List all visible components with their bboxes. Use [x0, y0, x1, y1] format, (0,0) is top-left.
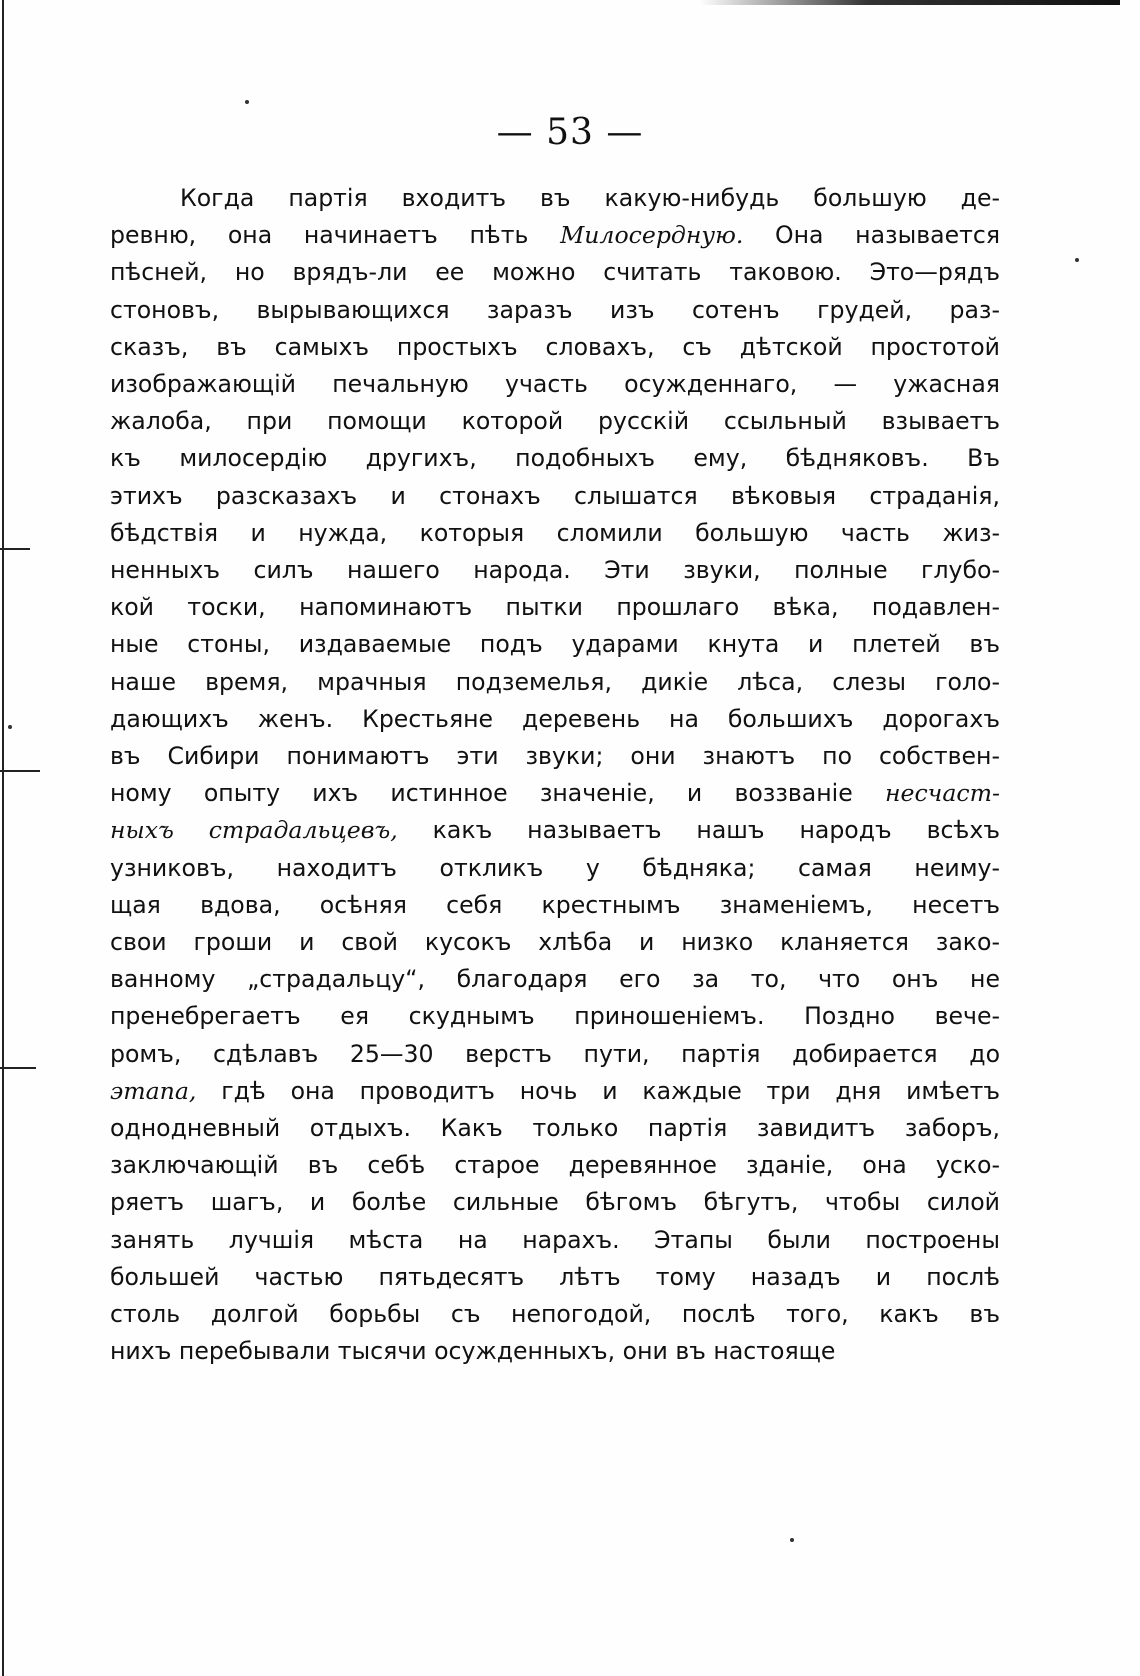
text-segment: ные стоны, издаваемые подъ ударами кнута и плетей въ: [110, 630, 1000, 659]
text-line: [110, 478, 1000, 515]
text-line: [110, 589, 1000, 626]
margin-tick-mark: [0, 770, 40, 772]
italic-segment: этапа,: [110, 1076, 197, 1105]
text-segment: нихъ перебывали тысячи осужденныхъ, они въ настояще: [110, 1337, 836, 1366]
text-segment: столь долгой борьбы съ непогодой, послѣ того, какъ въ: [110, 1300, 1000, 1329]
text-segment: пренебрегаетъ ея скуднымъ приношеніемъ. Поздно вече-: [110, 1002, 1000, 1031]
text-line: [110, 626, 1000, 663]
text-segment: ревню, она начинаетъ пѣть: [110, 221, 529, 250]
speck-mark: [1075, 258, 1079, 262]
text-segment: изображающій печальную участь осужденнаго, — ужасная: [110, 370, 1000, 399]
margin-tick-mark: [0, 1067, 36, 1069]
text-line: [110, 1184, 1000, 1221]
text-segment: наше время, мрачныя подземелья, дикіе лѣса, слезы голо-: [110, 667, 1000, 696]
text-line: [110, 664, 1000, 701]
text-line: [110, 1036, 1000, 1073]
text-line: [110, 1222, 1000, 1259]
text-segment: ванному „страдальцу“, благодаря его за то, что онъ не: [110, 965, 1000, 994]
body-paragraph: [110, 180, 1000, 1371]
text-segment: щая вдова, осѣняя себя крестнымъ знаменіемъ, несетъ: [110, 890, 1000, 919]
text-line: [110, 180, 1000, 217]
text-segment: кой тоски, напоминаютъ пытки прошлаго вѣка, подавлен-: [110, 593, 1000, 622]
text-line: [110, 515, 1000, 552]
text-segment: дающихъ женъ. Крестьяне деревень на большихъ дорогахъ: [110, 704, 1000, 733]
text-line: [110, 701, 1000, 738]
text-segment: ряетъ шагъ, и болѣе сильные бѣгомъ бѣгутъ, чтобы силой: [110, 1188, 1000, 1217]
text-line: [110, 961, 1000, 998]
text-segment: въ Сибири понимаютъ эти звуки; они знаютъ по собствен-: [110, 742, 1000, 771]
text-segment: гдѣ она проводитъ ночь и каждые три дня имѣетъ: [221, 1076, 1001, 1105]
text-segment: ному опыту ихъ истинное значеніе, и воззваніе: [110, 779, 853, 808]
scan-top-edge-mark: [700, 0, 1120, 5]
text-line: [110, 887, 1000, 924]
text-segment: однодневный отдыхъ. Какъ только партія завидитъ заборъ,: [110, 1114, 1000, 1143]
text-segment: Когда партія входитъ въ какую-нибудь большую де-: [180, 184, 1000, 212]
speck-mark: [8, 725, 12, 729]
text-line: [110, 812, 1000, 849]
text-segment: пѣсней, но врядъ-ли ее можно считать таковою. Это—рядъ: [110, 258, 1000, 287]
speck-mark: [790, 1538, 794, 1542]
text-segment: бѣдствія и нужда, которыя сломили большую часть жиз-: [110, 518, 1000, 547]
text-line: [110, 1259, 1000, 1296]
italic-segment: несчаст-: [884, 779, 1000, 808]
speck-mark: [245, 100, 249, 104]
text-line: [110, 329, 1000, 366]
text-line: [110, 366, 1000, 403]
text-line: [110, 1333, 1000, 1370]
text-segment: какъ называетъ нашъ народъ всѣхъ: [432, 816, 1000, 845]
text-segment: этихъ разсказахъ и стонахъ слышатся вѣковыя страданія,: [110, 481, 1000, 510]
text-segment: жалоба, при помощи которой русскій ссыльный взываетъ: [110, 407, 1000, 436]
text-segment: свои гроши и свой кусокъ хлѣба и низко кланяется зако-: [110, 928, 1000, 957]
text-line: [110, 552, 1000, 589]
text-line: [110, 738, 1000, 775]
text-segment: занять лучшія мѣста на нарахъ. Этапы были построены: [110, 1225, 1000, 1254]
text-segment: Она называется: [775, 221, 1001, 250]
text-segment: ромъ, сдѣлавъ 25—30 верстъ пути, партія добирается до: [110, 1039, 1000, 1068]
text-segment: большей частью пятьдесятъ лѣтъ тому назадъ и послѣ: [110, 1262, 1000, 1291]
text-line: [110, 1147, 1000, 1184]
italic-segment: Милосердную.: [560, 221, 744, 250]
page-number: — 53 —: [496, 112, 644, 153]
text-line: [110, 1073, 1000, 1110]
text-segment: узниковъ, находитъ откликъ у бѣдняка; самая неиму-: [110, 853, 1000, 882]
text-line: [110, 217, 1000, 254]
margin-tick-mark: [0, 548, 30, 550]
text-line: [110, 292, 1000, 329]
text-segment: заключающій въ себѣ старое деревянное зданіе, она уско-: [110, 1151, 1000, 1180]
text-line: [110, 1296, 1000, 1333]
text-line: [110, 1110, 1000, 1147]
scan-edge-line: [2, 0, 4, 1676]
text-segment: къ милосердію другихъ, подобныхъ ему, бѣдняковъ. Въ: [110, 444, 1000, 473]
text-line: [110, 924, 1000, 961]
italic-segment: ныхъ страдальцевъ,: [110, 816, 398, 845]
text-line: [110, 850, 1000, 887]
text-line: [110, 998, 1000, 1035]
text-line: [110, 403, 1000, 440]
text-line: [110, 440, 1000, 477]
text-line: [110, 775, 1000, 812]
text-segment: сказъ, въ самыхъ простыхъ словахъ, съ дѣтской простотой: [110, 332, 1000, 361]
text-segment: ненныхъ силъ нашего народа. Эти звуки, полные глубо-: [110, 556, 1000, 585]
text-line: [110, 254, 1000, 291]
text-segment: стоновъ, вырывающихся заразъ изъ сотенъ грудей, раз-: [110, 295, 1000, 324]
